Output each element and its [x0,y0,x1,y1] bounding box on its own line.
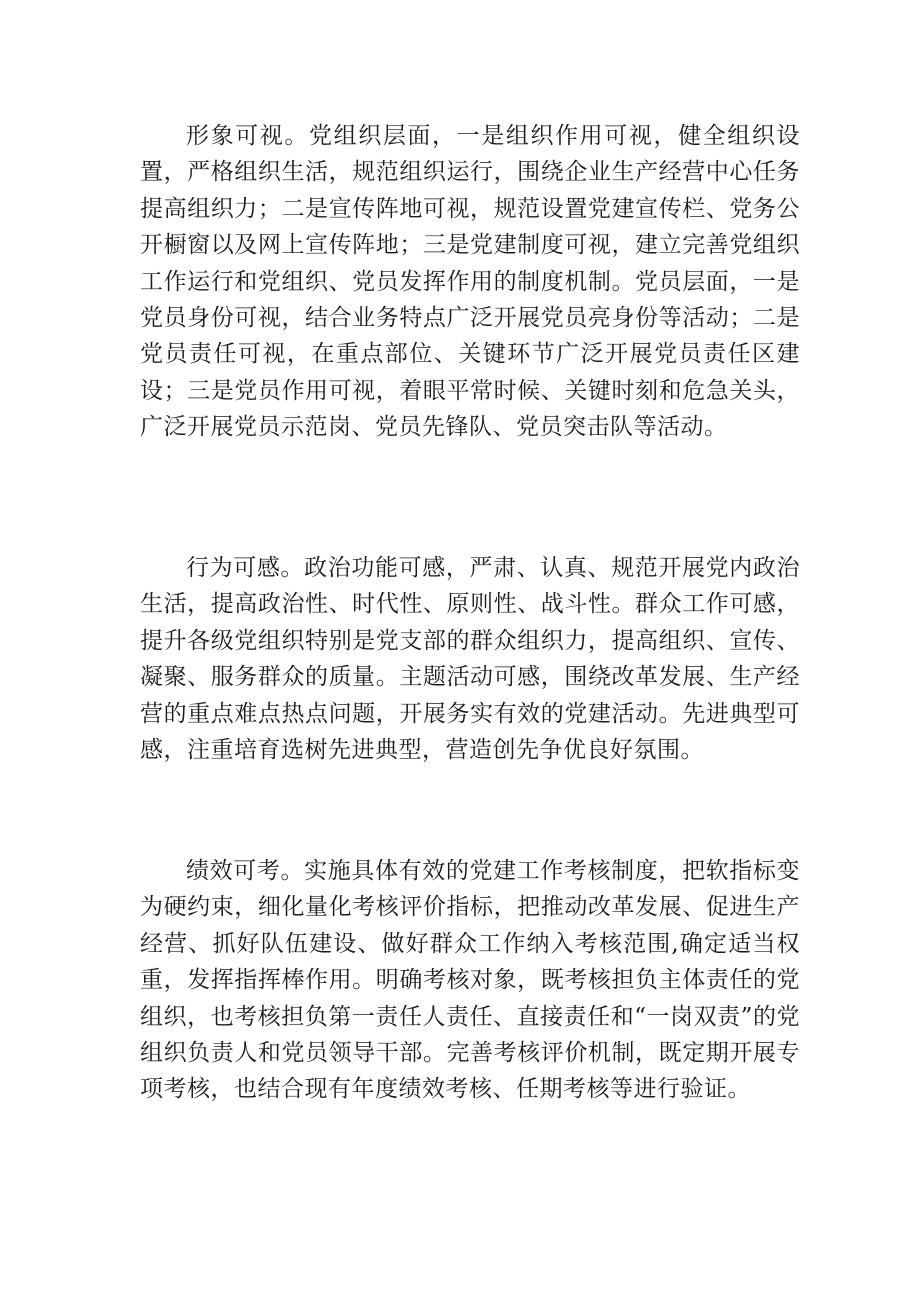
paragraph-image-visibility: 形象可视。党组织层面，一是组织作用可视，健全组织设置，严格组织生活，规范组织运行，围绕企业生产经营中心任务提高组织力；二是宣传阵地可视，规范设置党建宣传栏、党务公开橱窗以及网上宣传阵地；三是党建制度可视，建立完善党组织工作运行和党组织、党员发挥作用的制度机制。党员层面，一是党员身份可视，结合业务特点广泛开展党员亮身份等活动；二是党员责任可视，在重点部位、关键环节广泛开展党员责任区建设；三是党员作用可视，着眼平常时候、关键时刻和危急关头，广泛开展党员示范岗、党员先锋队、党员突击队等活动。 [140,123,800,441]
paragraph-performance-assessable: 绩效可考。实施具体有效的党建工作考核制度，把软指标变为硬约束，细化量化考核评价指标，把推动改革发展、促进生产经营、抓好队伍建设、做好群众工作纳入考核范围,确定适当权重，发挥指挥棒作用。明确考核对象，既考核担负主体责任的党组织，也考核担负第一责任人责任、直接责任和“一岗双责”的党组织负责人和党员领导干部。完善考核评价机制，既定期开展专项考核，也结合现有年度绩效考核、任期考核等进行验证。 [140,858,800,1103]
paragraph-behavior-perceptible: 行为可感。政治功能可感，严肃、认真、规范开展党内政治生活，提高政治性、时代性、原则性、战斗性。群众工作可感，提升各级党组织特别是党支部的群众组织力，提高组织、宣传、凝聚、服务群众的质量。主题活动可感，围绕改革发展、生产经营的重点难点热点问题，开展务实有效的党建活动。先进典型可感，注重培育选树先进典型，营造创先争优良好氛围。 [140,555,800,764]
